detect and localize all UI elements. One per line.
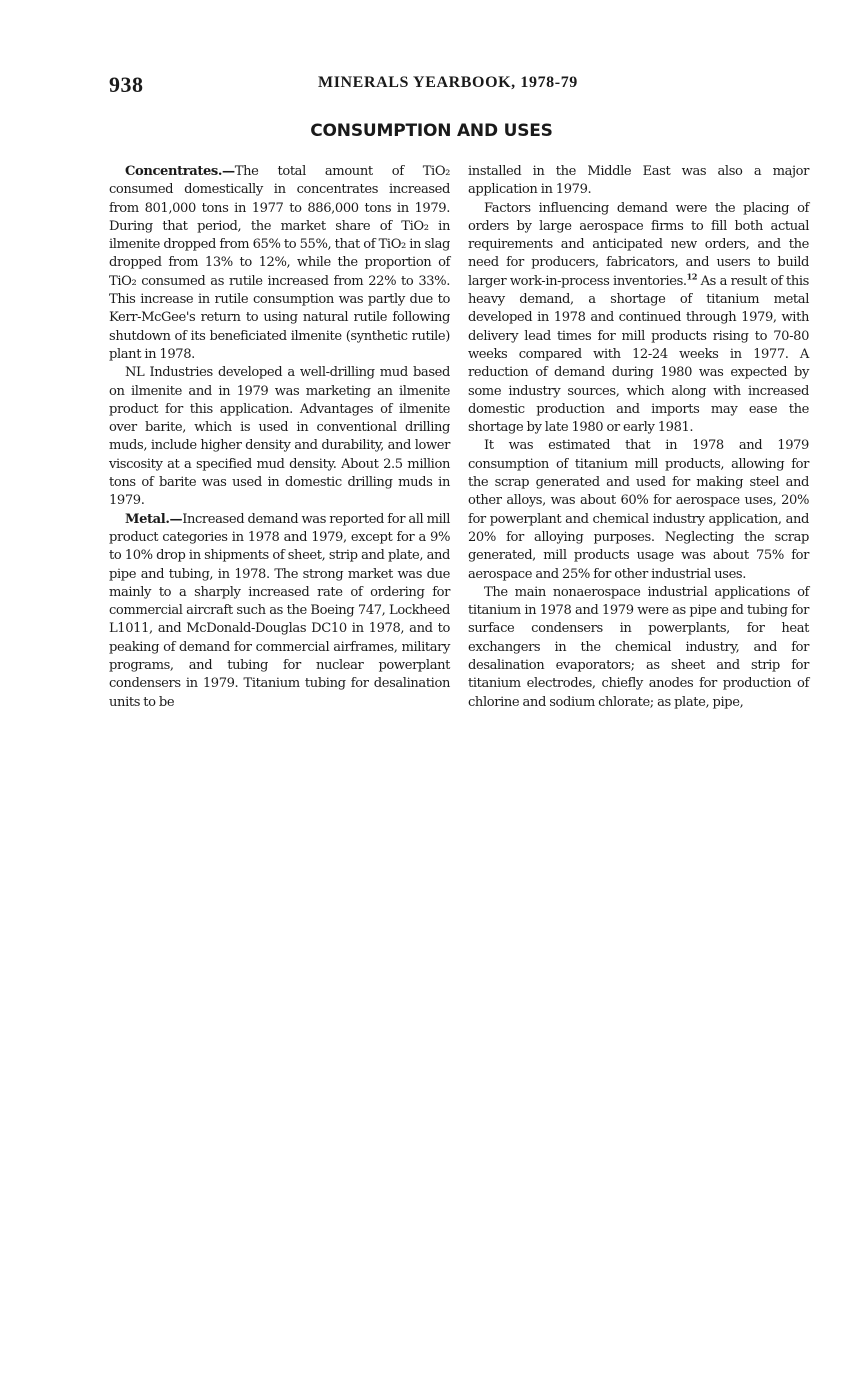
paragraph-text: As a result of this heavy demand, a shortage of titanium metal developed in 1978 and continued through 1979, with delivery lead times for mill products rising to 70-80 weeks compared with 12-24 weeks in 1977. A reduction of demand during 1980 was expected by some industry sources, which along with increased domestic production and imports may ease the shortage by late 1980 or early 1981. (468, 273, 810, 436)
running-head: MINERALS YEARBOOK, 1978-79 (318, 74, 578, 91)
paragraph-nonaerospace-applications (468, 584, 809, 712)
paragraph-consumption-estimate (468, 437, 809, 583)
left-column (109, 163, 450, 712)
paragraph-text: Factors influencing demand were the placing of orders by large aerospace firms to fill both actual requirements and anticipated new orders, and the need for producers, fabricators, and users to build larger work-in-process inventories. (468, 200, 809, 289)
paragraph-text: Increased demand was reported for all mill product categories in 1978 and 1979, except for a 9% to 10% drop in shipments of sheet, strip and plate, and pipe and tubing, in 1978. The strong market was due mainly to a sharply increased rate of ordering for commercial aircraft such as the Boeing 747, Lockheed L1011, and McDonald-Douglas DC10 in 1978, and to peaking of demand for commercial airframes, military programs, and tubing for nuclear powerplant condensers in 1979. Titanium tubing for desalination units to be (109, 511, 450, 710)
footnote-reference: 12 (686, 271, 698, 282)
paragraph-text: installed in the Middle East was also a major application in 1979. (468, 164, 809, 198)
paragraph-text: The main nonaerospace industrial applications of titanium in 1978 and 1979 were as pipe and tubing for surface condensers in powerplants, for heat exchangers in the chemical industry, and for desalination evaporators; as sheet and strip for titanium electrodes, chiefly anodes for production of chlorine and sodium chlorate; as plate, pipe, (468, 584, 809, 710)
paragraph-text: NL Industries developed a well-drilling mud based on ilmenite and in 1979 was marketing an ilmenite product for this application. Advantages of ilmenite over barite, which is used in conventional drilling muds, include higher density and durability, and lower viscosity at a specified mud density. About 2.5 million tons of barite was used in domestic drilling muds in 1979. (109, 365, 450, 509)
paragraph-concentrates (109, 163, 450, 364)
paragraph-continued (468, 163, 809, 200)
paragraph-nl-industries (109, 364, 450, 510)
paragraph-lead-concentrates: Concentrates.— (125, 164, 235, 179)
right-column (468, 163, 809, 712)
paragraph-demand-factors (468, 200, 809, 438)
paragraph-lead-metal: Metal.— (125, 511, 183, 527)
section-title: CONSUMPTION AND USES (310, 121, 553, 141)
paragraph-text: It was estimated that in 1978 and 1979 consumption of titanium mill products, allowing for the scrap generated and used for making steel and other alloys, was about 60% for aerospace uses, 20% for powerplant and chemical industry application, and 20% for alloying purposes. Neglecting the scrap generated, mill products usage was about 75% for aerospace and 25% for other industrial uses. (468, 438, 809, 582)
paragraph-text: The total amount of TiO₂ consumed domestically in concentrates increased from 801,000 tons in 1977 to 886,000 tons in 1979. During that period, the market share of TiO₂ in ilmenite dropped from 65% to 55%, that of TiO₂ in slag dropped from 13% to 12%, while the proportion of TiO₂ consumed as rutile increased from 22% to 33%. This increase in rutile consumption was partly due to Kerr-McGee's return to using natural rutile following shutdown of its beneficiated ilmenite (synthetic rutile) plant in 1978. (109, 164, 450, 362)
page-number: 938 (109, 72, 144, 97)
paragraph-metal (109, 511, 450, 712)
